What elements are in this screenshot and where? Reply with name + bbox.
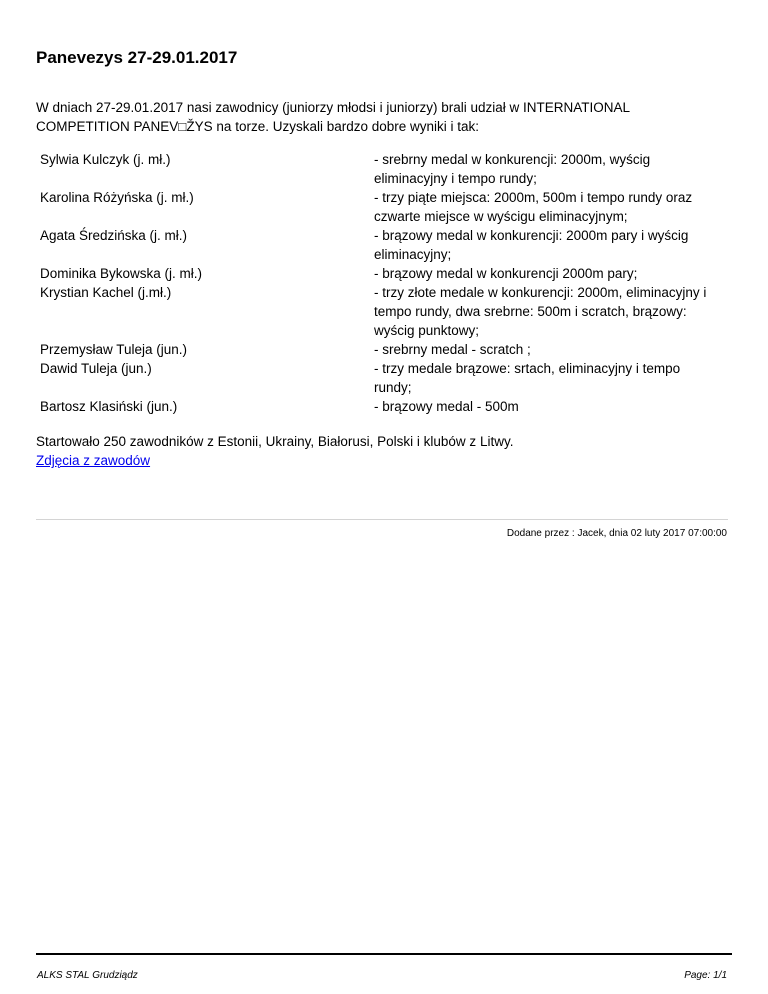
intro-line: W dniach 27-29.01.2017 nasi zawodnicy (juniorzy młodsi i juniorzy) brali udział w INTERNATIONAL (36, 100, 630, 115)
medal-result: - brązowy medal w konkurencji 2000m pary; (374, 266, 638, 281)
athlete-name: Agata Średzińska (j. mł.) (40, 228, 188, 243)
medal-result: - brązowy medal - 500m (374, 399, 519, 414)
footer-divider (36, 953, 732, 955)
content-divider (36, 519, 728, 520)
footer-club-name: ALKS STAL Grudziądz (37, 970, 138, 981)
medal-result: tempo rundy, dwa srebrne: 500m i scratch, brązowy: (374, 304, 687, 319)
medal-result: eliminacyjny; (374, 247, 452, 262)
athlete-name: Dawid Tuleja (jun.) (40, 361, 152, 376)
medal-result: rundy; (374, 380, 412, 395)
results-table (36, 150, 728, 416)
medal-result: czwarte miejsce w wyścigu eliminacyjnym; (374, 209, 628, 224)
athlete-name (40, 378, 373, 397)
athlete-name (40, 302, 373, 321)
added-by-info: Dodane przez : Jacek, dnia 02 luty 2017 07:00:00 (506, 528, 727, 539)
medal-result: wyścig punktowy; (374, 323, 480, 338)
article-title: Panevezys 27-29.01.2017 (36, 48, 238, 67)
photos-link[interactable]: Zdjęcia z zawodów (36, 453, 151, 468)
medal-result: - srebrny medal - scratch ; (374, 342, 531, 357)
athlete-name: Karolina Różyńska (j. mł.) (40, 190, 194, 205)
intro-line: COMPETITION PANEV□ŽYS na torze. Uzyskali bardzo dobre wyniki i tak: (36, 119, 480, 134)
medal-result: eliminacyjny i tempo rundy; (374, 171, 537, 186)
athlete-name (40, 169, 373, 188)
medal-result: - srebrny medal w konkurencji: 2000m, wyścig (374, 152, 651, 167)
page-number: Page: 1/1 (684, 970, 727, 981)
results-row (36, 150, 728, 416)
medal-result: - trzy medale brązowe: srtach, eliminacyjny i tempo (374, 361, 681, 376)
athlete-name (40, 207, 373, 226)
athlete-name: Dominika Bykowska (j. mł.) (40, 266, 203, 281)
athlete-name: Przemysław Tuleja (jun.) (40, 342, 188, 357)
medals-column (373, 150, 728, 416)
medal-result: - brązowy medal w konkurencji: 2000m pary i wyścig (374, 228, 689, 243)
intro-paragraph (36, 98, 726, 136)
medal-result: - trzy złote medale w konkurencji: 2000m, eliminacyjny i (374, 285, 707, 300)
athlete-name (40, 321, 373, 340)
athlete-names-column (36, 150, 373, 416)
summary-text: Startowało 250 zawodników z Estonii, Ukrainy, Białorusi, Polski i klubów z Litwy. (36, 434, 514, 449)
athlete-name: Krystian Kachel (j.mł.) (40, 285, 172, 300)
athlete-name: Bartosz Klasiński (jun.) (40, 399, 178, 414)
athlete-name: Sylwia Kulczyk (j. mł.) (40, 152, 171, 167)
medal-result: - trzy piąte miejsca: 2000m, 500m i tempo rundy oraz (374, 190, 693, 205)
athlete-name (40, 245, 373, 264)
